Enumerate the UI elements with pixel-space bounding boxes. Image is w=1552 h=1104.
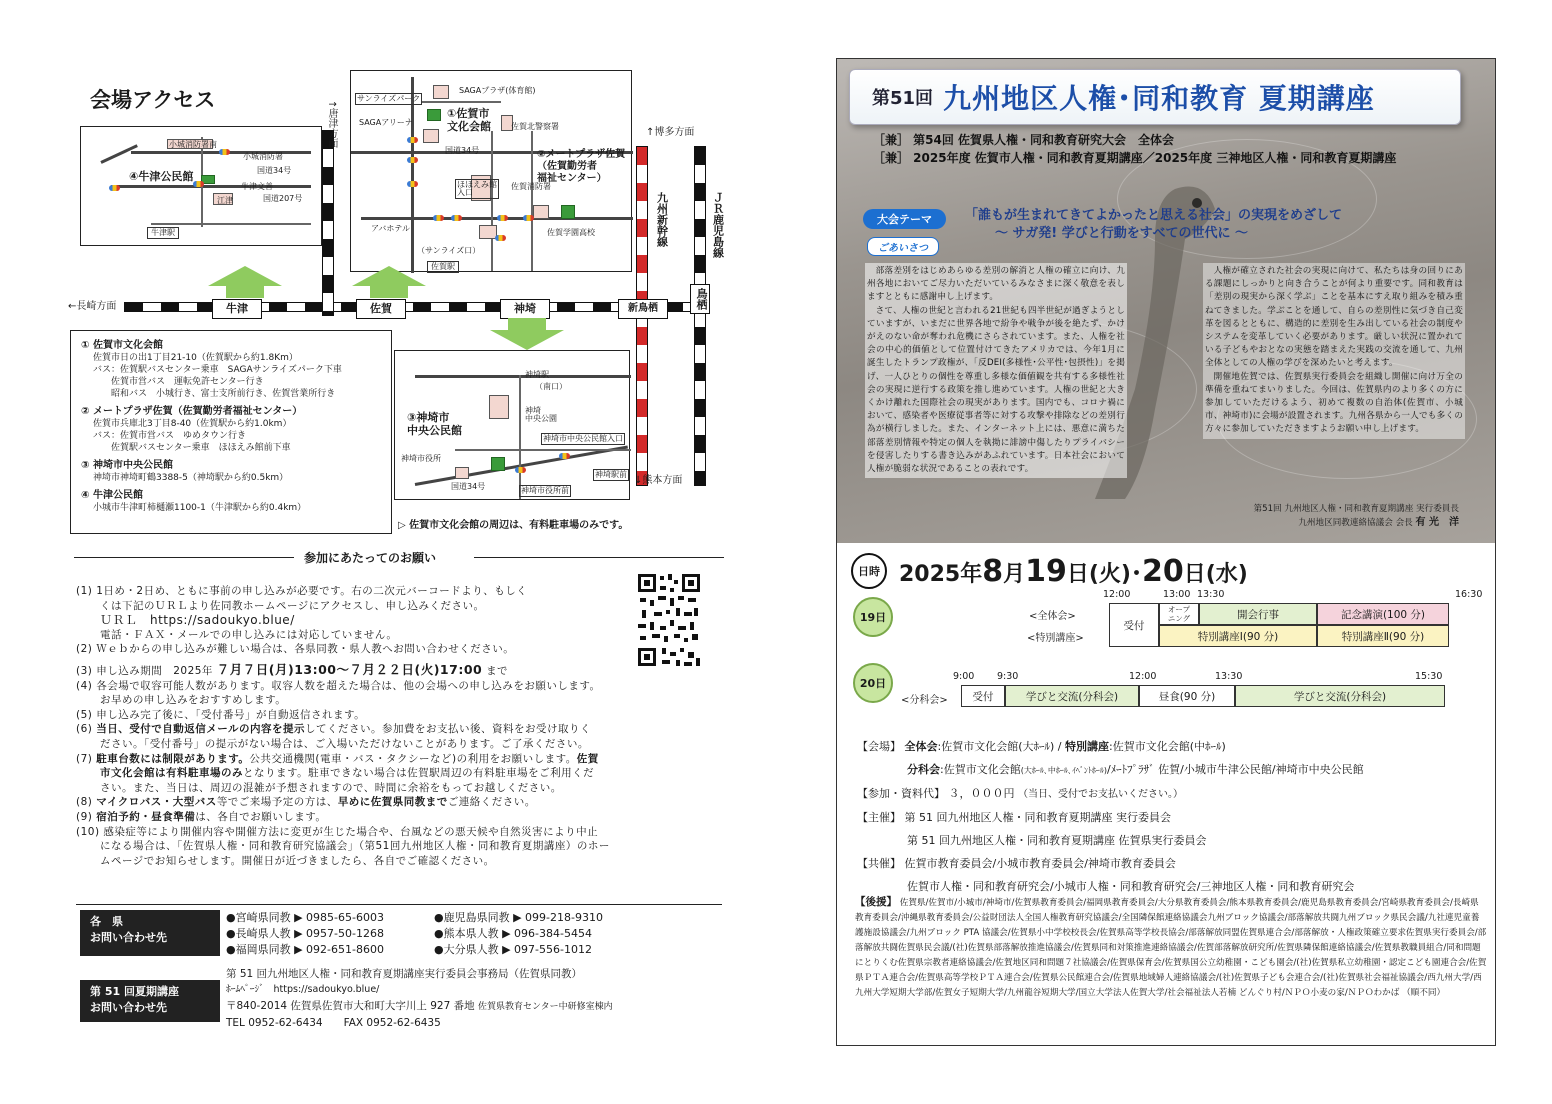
greeting-text-right [1203,263,1465,439]
detail-host-2: 第 51 回九州地区人権・同和教育夏期講座 佐賀県実行委員会 [907,834,1207,847]
map1-label-etsu: 江津 [217,196,233,205]
map3-label-park: 神埼 中央公園 [525,406,557,423]
secretariat-address: 〒840-2014 佐賀県佐賀市大和町大字川上 927 番地 佐賀県教育センター中研修室棟内 [226,1000,613,1012]
secretariat-info [226,966,613,1031]
notice-item: 市文化会館は有料駐車場のみとなります。駐車できない場合は佐賀駅周辺の有料駐車場をご利用くだ [100,767,595,780]
notice-heading [74,549,724,567]
day2-session-1: 学びと交流(分科会) [1005,685,1139,707]
station-shintosu: 新鳥栖 [618,299,668,319]
contact-item: ●長崎県人教 ▶ 0957-50-1268 [226,927,384,940]
map3-label-entrance: 神埼市中央公民館入口 [543,434,623,443]
day2-session-2: 学びと交流(分科会) [1235,685,1445,707]
station-ushizu: 牛津 [212,299,262,319]
venue-1-line: 佐賀市日の出1丁目21-10（佐賀駅から約1.8Km） [93,353,298,363]
notice-item: お早めの申し込みをおすすめします。 [100,694,287,707]
pref-contact-tag: 各 県 お問い合わせ先 [80,910,220,956]
event-number: 第51回 [872,88,934,109]
map3-label-cityhall-mae: 神埼市役所前 [521,486,569,495]
venue-info-box [70,330,392,534]
notice-title: 参加にあたってのお願い [300,549,440,566]
greeting-tag: ごあいさつ [867,237,939,256]
map2-venue1: ①佐賀市 文化会館 [447,107,491,133]
notice-item: (8) マイクロバス・大型バス等でご来場予定の方は、早めに佐賀県同教までご連絡ください。 [76,796,536,809]
map2-label-saga-arena: SAGAアリーナ [359,118,413,127]
venue-1-line: 昭和バス 小城行き、富士支所前行き、佐賀営業所行き [93,389,336,399]
venue-1-name: ① 佐賀市文化会館 [81,340,163,351]
date-tag: 日時 [851,553,887,589]
notice-item: ムページでお知らせします。開催日が近づきましたら、各自でご確認ください。 [100,854,495,867]
venue-4-line: 小城市牛津町柿樋瀬1100-1（牛津駅から約0.4km） [93,503,307,513]
day2-tick: 12:00 [1129,671,1157,682]
map1-label-ushizubunzen: 牛津文善 [241,182,273,191]
day2-tick: 13:30 [1215,671,1243,682]
station-tosu: 鳥栖 [690,284,710,314]
venue-2-line: 佐賀市兵庫北3丁目8-40（佐賀駅から約1.0km） [93,419,292,429]
greeting-signature [1254,503,1459,530]
event-details [857,735,1487,898]
contact-item: ●大分県人教 ▶ 097-556-1012 [434,943,592,956]
contact-divider [76,904,722,905]
venue-4-name: ④ 牛津公民館 [81,490,143,501]
day1-label-general: <全体会> [1029,611,1076,622]
map3-label-station: 神埼駅 [525,370,549,379]
notice-item: (1) 1日め・2日め、ともに事前の申し込みが必要です。右の二次元バーコードより、もしく [76,585,528,597]
detail-host: 【主催】 第 51 回九州地区人権・同和教育夏期講座 実行委員会 [857,811,1171,824]
flyer-frame [836,58,1496,1046]
support-text: 佐賀県/佐賀市/小城市/神埼市/佐賀県教育委員会/福岡県教育委員会/大分県教育委員会/熊本県教育委員会/鹿児島県教育委員会/宮崎県教育委員会/長崎県教育委員会/沖縄県教育委員会/公益財団法人全国人権教育研究協議会/全国隣保館連絡協議会九州ブロック協議会/部落解放共闘九州ブロック県民会議/九社連児童養護施設協議会/九州ブロック PTA 協議会/佐賀県小中学校校長会/佐賀県高等学校長協会/部落解放同盟佐賀県連合会/部落解放・人権政策確立要求佐賀県実行委員会/部落解放共闘佐賀県民会議/(社)佐賀県部落解放推進協議会/佐賀県同和対策推進連絡協議会/佐賀部落解放研究所/佐賀県隣保館連絡協議会/佐賀県教職員組合/同和問題にとりくむ佐賀県宗教者連絡協議会/佐賀地区同和問題７社協議会/佐賀県保育会/佐賀県国公立幼稚園・こども園会/(社)佐賀県私立幼稚園・認定こども園連合会/佐賀県ＰＴＡ連合会/佐賀県高等学校ＰＴＡ連合会/佐賀県公民館連合会/佐賀県地域婦人連絡協議会/(社)佐賀県子ども会連合会/(社)佐賀県社会福祉協議会/西九州大学/西九州大学短期大学部/佐賀女子短期大学/九州龍谷短期大学/国立大学法人佐賀大学/社会福祉法人若楠 どんぐり村/ＮＰＯ小麦の家/ＮＰＯわかば [855,898,1487,998]
map1-venue: ④牛津公民館 [129,170,194,183]
parking-note: ▷ 佐賀市文化会館の周辺は、有料駐車場のみです。 [398,520,629,531]
subtitle-line-2: ［兼］ 2025年度 佐賀市人権・同和教育夏期講座／2025年度 三神地区人権・同和教育夏期講座 [873,151,1397,165]
notice-url[interactable]: ＵＲＬ https://sadoukyo.blue/ [100,613,295,628]
label-shinkansen: 九州新幹線 [655,192,669,247]
notice-period: (3) 申し込み期間 2025年 ７月７日(月)13:00～７月２２日(火)17:00 まで [76,661,509,677]
day1-special-2: 特別講座Ⅱ(90 分) [1317,625,1449,647]
signature-title: 第51回 九州地区人権・同和教育夏期講座 実行委員長 [1253,504,1459,514]
map1-label-ushizu-station: 牛津駅 [147,227,179,239]
station-saga: 佐賀 [356,299,406,319]
support-label: 【後援】 [855,896,897,908]
dir-nagasaki: ←長崎方面 [68,301,117,312]
day1-tick: 12:00 [1103,589,1131,600]
greeting-paragraph: さて、人権の世紀と言われる21世紀も四半世紀が過ぎようとしていますが、いまだに世界各地で紛争や戦争が後を絶たず、かけがえのない命が奪われ危機にさらされています。また、人権を社会の中心的価値として位置付けてきたアメリカでは、今年1月に誕生したトランプ政権が、「反DEI(多様性･公平性･包摂性)」を掲げ、一人ひとりの個性を尊重し多様な価値観を共有する多様性社会の実現に逆行する政策を推し進めています。人権の世紀と大きくかけ離れた国際社会の現実があります。国内でも、コロナ禍において、感染者や医療従事者等に対する攻撃や排除などの差別行為が横行しました。また、インターネット上には、悪意に満ちた部落差別情報や特定の個人を執拗に誹謗中傷したりプライバシーを侵害したりする書き込みがあふれています。日本社会において人権が脆弱な状況であることの表れです。 [867,305,1125,475]
theme-tag: 大会テーマ [863,209,946,229]
day1-special-1: 特別講座Ⅰ(90 分) [1159,625,1317,647]
notice-item: 電話・ＦＡＸ・メールでの申し込みには対応していません。 [100,628,398,641]
day2-tick: 9:30 [997,671,1019,682]
theme-line-2: ～ サガ発! 学びと行動をすべての世代に ～ [995,226,1248,241]
summer-contact-tag: 第 51 回夏期講座 お問い合わせ先 [80,980,220,1022]
detail-venue: 【会場】 全体会:佐賀市文化会館(大ﾎｰﾙ) / 特別講座:佐賀市文化会館(中ﾎｰﾙ) [857,740,1226,753]
map1-label-kojofire-south: 小城消防署南 [169,140,217,149]
subtitle-line-1: ［兼］ 第54回 佐賀県人権・同和教育研究大会 全体会 [873,133,1175,147]
contact-item: ●宮崎県同教 ▶ 0985-65-6003 [226,911,384,924]
notice-item: になる場合は、「佐賀県人権・同和教育研究協議会」（第51回九州地区人権・同和教育夏期講座）のホー [100,840,610,853]
map1-label-kojofire: 小城消防署 [243,152,283,161]
rail-kagoshima-line [694,146,706,486]
day1-tick: 13:30 [1197,589,1225,600]
dir-karatsu: ↑唐津方面 [326,100,337,149]
contact-row [226,926,642,942]
day2-lunch: 昼食(90 分) [1139,685,1235,707]
venue-2-line: 佐賀駅バスセンター乗車 ほほえみ館前下車 [93,443,291,453]
map2-label-route34: 国道34号 [445,146,480,155]
map2-label-saga-plaza: SAGAプラザ(体育館) [459,86,536,95]
notice-item: (5) 申し込み完了後に、「受付番号」が自動返信されます。 [76,708,366,721]
event-subtitle [873,131,1396,167]
greeting-paragraph: 人権が確立された社会の実現に向けて、私たちは身の回りにある課題にしっかりと向き合うことが何より重要です。同和教育は「差別の現実から深く学ぶ」ことを基本にすえ取り組みを積み重ねてきました。学ぶことを通して、自らの差別性に気づき自己変革を図るとともに、構造的に差別を生み出している社会の制度やシステムを変革していく必要があります。厳しい状況に置かれている子どもやおとなの実態を踏まえた実践の交流を通して、九州全体としての人権の学びを深めたいと考えます。 [1205,266,1463,369]
arrow-to-ushizu-icon [208,266,282,298]
day2-label: <分科会> [901,695,948,706]
map2-label-sunrise-exit: （サンライズ口） [417,246,481,255]
day1-tick: 13:00 [1163,589,1191,600]
greeting-text-left [865,263,1127,478]
notice-item: (7) 駐車台数には制限があります。公共交通機関(電車・バス・タクシーなど)の利用をお願いします。佐賀 [76,752,599,765]
map1-label-route207: 国道207号 [263,194,303,203]
greeting-paragraph: 部落差別をはじめあらゆる差別の解消と人権の確立に向け、九州各地においてご尽力いただいているみなさまに深く敬意を表しますとともに感謝申し上げます。 [867,266,1125,303]
map-ushizu [80,126,322,246]
day1-reception: 受付 [1109,603,1159,647]
map3-venue: ③神埼市 中央公民館 [407,411,462,437]
notice-item: ださい。「受付番号」の提示がない場合は、ご入場いただけないことがあります。ご了承ください。 [100,737,589,750]
secretariat-phone: TEL 0952-62-6434 FAX 0952-62-6435 [226,1017,441,1029]
notice-item: (2) Ｗｅｂからの申し込みが難しい場合は、各県同教・県人教へお問い合わせください。 [76,643,515,656]
day1-opening: オープ ニング [1159,603,1199,625]
pref-contacts [226,910,642,958]
map3-label-cityhall: 神埼市役所 [401,454,441,463]
label-kagoshima: ＪＲ鹿児島線 [711,192,725,258]
detail-venue-sessions: 分科会:佐賀市文化会館(大ﾎｰﾙ､中ﾎｰﾙ､ｲﾍﾞﾝﾄﾎｰﾙ)/ﾒｰﾄﾌﾟﾗｻﾞ 佐賀/小城市牛津公民館/神埼市中央公民館 [907,763,1364,776]
map2-venue2: ②メートプラザ佐賀 （佐賀勤労者 福祉センター） [537,149,626,184]
venue-3-name: ③ 神埼市中央公民館 [81,460,173,471]
event-date [851,553,1248,589]
secretariat-line: 第 51 回九州地区人権・同和教育夏期講座実行委員会事務局（佐賀県同教） [226,968,583,980]
day1-ceremony: 開会行事 [1199,603,1317,625]
arrow-to-saga-icon [352,266,426,298]
qr-code-icon[interactable] [636,572,702,668]
map-kanzaki [394,350,630,500]
venue-1-line: 佐賀市営バス 運転免許センター行き [93,377,264,387]
rail-karatsu-line [322,130,334,316]
day1-badge: 19日 [853,597,893,637]
venue-2-name: ② メートプラザ佐賀（佐賀勤労者福祉センター） [81,406,303,417]
map2-label-apa: アバホテル [371,224,410,233]
detail-fee: 【参加・資料代】 ３，０００円 （当日、受付でお支払いください。） [857,787,1183,800]
signature-role: 九州地区同教連絡協議会 会長 有 光 洋 [1298,517,1459,528]
venue-1-line: バス：佐賀駅バスセンター乗車 SAGAサンライズパーク下車 [93,365,342,375]
day2-reception: 受付 [961,685,1005,707]
day2-badge: 20日 [853,663,893,703]
notice-item: (10) 感染症等により開催内容や開催方法に変更が生じた場合や、台風などの悪天候や自然災害により中止 [76,825,599,838]
notice-item: (4) 各会場で収容可能人数があります。収容人数を超えた場合は、他の会場への申し込みをお願いします。 [76,679,601,692]
contact-row [226,942,642,958]
map2-label-north-police: 佐賀北警察署 [511,122,559,131]
right-page [836,0,1496,1104]
day1-lecture: 記念講演(100 分) [1317,603,1449,625]
map2-label-saga-station: 佐賀駅 [427,261,459,273]
detail-cohost: 【共催】 佐賀市教育委員会/小城市教育委員会/神埼市教育委員会 [857,857,1176,870]
dir-hakata: ↑博多方面 [646,127,695,138]
map-saga [350,70,632,272]
support-list [855,895,1487,1001]
notice-item: さい。また、当日は、周辺の混雑が予想されますので、時間に余裕をもってお越しください。 [100,781,562,794]
venue-2-line: バス：佐賀市営バス ゆめタウン行き [93,431,247,441]
notice-item: くは下記のＵＲＬより佐同教ホームページにアクセスし、申し込みください。 [100,599,485,612]
title-plate [849,69,1461,125]
map2-label-hohoemi: ほほえみ館 入口 [457,180,497,197]
theme-line-1: 「誰もが生まれてきてよかったと思える社会」の実現をめざして [965,208,1343,223]
contact-row [226,910,642,926]
secretariat-url[interactable]: ﾎｰﾑﾍﾟｰｼﾞ https://sadoukyo.blue/ [226,984,380,995]
contact-item: ●熊本県人教 ▶ 096-384-5454 [434,927,592,940]
greeting-paragraph: 開催地佐賀では、佐賀県実行委員会を組織し開催に向け万全の準備を重ねてまいりました。今回は、佐賀県内のより多くの方に参加していただけるよう、初めて複数の自治体(佐賀市、小城市、神埼市)に会場が設置されます。九州各県から一人でも多くの方々に参加していただきますようお願い申し上げます。 [1205,371,1463,435]
contact-item: ●福岡県同教 ▶ 092-651-8600 [226,943,384,956]
dir-kumamoto: ↓熊本方面 [634,475,683,486]
map1-label-route34: 国道34号 [257,166,292,175]
notice-list [76,584,716,868]
day2-tick: 9:00 [953,671,975,682]
detail-cohost-2: 佐賀市人権・同和教育研究会/小城市人権・同和教育研究会/三神地区人権・同和教育研究会 [907,880,1355,893]
date-text: 2025年8月19日(火)･20日(水) [899,553,1248,589]
event-theme [965,207,1342,243]
hero-section [837,59,1495,543]
event-title: 九州地区人権･同和教育 夏期講座 [943,82,1375,115]
map2-label-fire: 佐賀消防署 [511,182,551,191]
day1-label-special: <特別講座> [1027,633,1084,644]
day1-tick: 16:30 [1455,589,1483,600]
arrow-to-kanzaki-icon [490,318,564,350]
access-title: 会場アクセス [90,88,216,112]
venue-3-line: 神埼市神埼町鶴3388-5（神埼駅から約0.5km） [93,473,289,483]
support-end: （順不同） [1402,988,1446,998]
map2-label-gakuen: 佐賀学園高校 [547,228,595,237]
rail-nagasaki-line [124,302,704,312]
contact-item: ●鹿児島県同教 ▶ 099-218-9310 [434,911,603,924]
notice-item: (9) 宿泊予約・昼食準備は、各自でお願いします。 [76,810,327,823]
map3-label-route34: 国道34号 [451,482,486,491]
day2-tick: 15:30 [1415,671,1443,682]
map3-label-south: （南口） [535,382,567,391]
station-kanzaki: 神埼 [500,299,550,319]
map3-label-station-mae: 神埼駅前 [595,470,627,479]
notice-item: (6) 当日、受付で自動返信メールの内容を提示してください。参加費をお支払い後、資料をお受け取りく [76,723,592,736]
map2-label-sunrise-park: サンライズパーク [357,94,421,103]
